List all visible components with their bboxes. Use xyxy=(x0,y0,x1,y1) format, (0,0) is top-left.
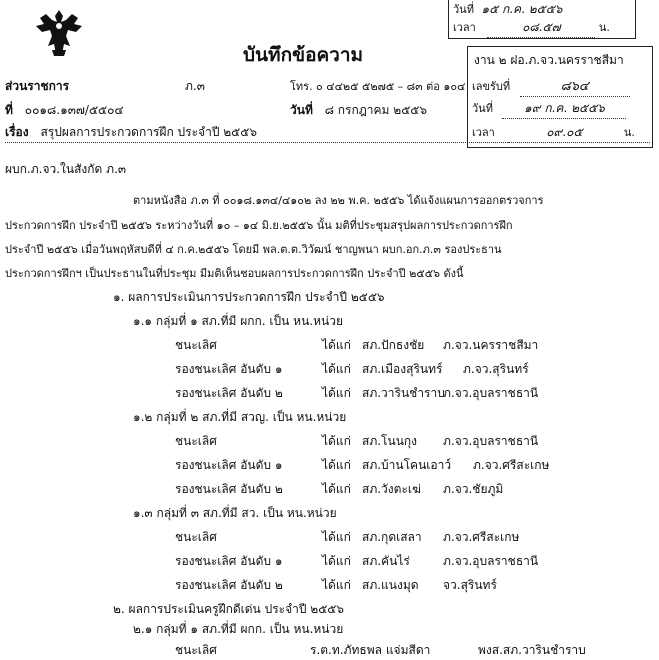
award-province: ภ.จว.ศรีสะเกษ xyxy=(443,530,520,544)
trainer-rank: ชนะเลิศ xyxy=(175,643,217,657)
award-rank: รองชนะเลิศ อันดับ ๒ xyxy=(175,578,283,592)
award-got: ได้แก่ xyxy=(322,482,351,496)
award-got: ได้แก่ xyxy=(322,554,351,568)
body-line-1: ตามหนังสือ ภ.๓ ที่ ๐๐๑๘.๑๓๔/๔๑๐๒ ลง ๒๒ พ.ค. ๒๕๕๖ ได้แจ้งแผนการออกตรวจการ xyxy=(133,194,544,207)
section-2-heading: ๒. ผลการประเมินครูฝึกดีเด่น ประจำปี ๒๕๕๖ xyxy=(113,602,344,616)
award-rank: รองชนะเลิศ อันดับ ๑ xyxy=(175,362,283,376)
stamp-time-unit: น. xyxy=(623,126,635,139)
subject-value: สรุปผลการประกวดการฝึก ประจำปี ๒๕๕๖ xyxy=(40,125,257,139)
date-label: วันที่ xyxy=(290,103,313,117)
body-line-2: ประกวดการฝึก ประจำปี ๒๕๕๖ ระหว่างวันที่ ๑๐ – ๑๔ มิ.ย.๒๕๕๖ นั้น มติที่ประชุมสรุปผลการประกวดการฝึก xyxy=(5,219,513,232)
award-row xyxy=(175,336,217,355)
agency-value: ภ.๓ xyxy=(185,79,205,93)
award-province: ภ.จว.อุบลราชธานี xyxy=(443,386,539,400)
award-station: สภ.โนนกุง xyxy=(362,434,418,448)
stamp-time-value: ๐๙.๐๕ xyxy=(508,123,620,143)
award-station: สภ.กุดเสลา xyxy=(362,530,422,544)
award-province: ภ.จว.อุบลราชธานี xyxy=(443,434,539,448)
stamp-date-value: ๑๙ ก.ค. ๒๕๕๖ xyxy=(502,99,626,119)
stamp-date-label: วันที่ xyxy=(472,102,493,115)
award-rank: รองชนะเลิศ อันดับ ๑ xyxy=(175,458,283,472)
award-station: สภ.แนงมุด xyxy=(362,578,419,592)
award-province: จว.สุรินทร์ xyxy=(443,578,497,592)
award-rank: ชนะเลิศ xyxy=(175,530,217,544)
doc-number-label: ที่ xyxy=(5,103,13,117)
award-province: ภ.จว.นครราชสีมา xyxy=(443,338,539,352)
agency-label: ส่วนราชการ xyxy=(5,79,70,93)
award-rank: รองชนะเลิศ อันดับ ๒ xyxy=(175,482,283,496)
body-line-4: ประกวดการฝึกฯ เป็นประธานในที่ประชุม มีมติเห็นชอบผลการประกวดการฝึก ประจำปี ๒๕๕๖ ดังนี้ xyxy=(5,267,464,280)
award-province: ภ.จว.อุบลราชธานี xyxy=(443,554,539,568)
award-station: สภ.บ้านโคนเอาว์ xyxy=(362,458,452,472)
award-province: ภ.จว.ศรีสะเกษ xyxy=(473,458,550,472)
award-rank: รองชนะเลิศ อันดับ ๒ xyxy=(175,386,283,400)
award-station: สภ.วังตะเฆ่ xyxy=(362,482,421,496)
stamp-time-value: ๐๘.๕๗ xyxy=(487,18,595,38)
receipt-stamp-top xyxy=(448,0,636,39)
award-rank: รองชนะเลิศ อันดับ ๑ xyxy=(175,554,283,568)
award-station: สภ.ปักธงชัย xyxy=(362,338,425,352)
section-2-1-heading: ๒.๑ กลุ่มที่ ๑ สภ.ที่มี ผกก. เป็น หน.หน่วย xyxy=(133,622,344,636)
award-got: ได้แก่ xyxy=(322,578,351,592)
award-station: สภ.คันไร่ xyxy=(362,554,410,568)
award-rank: ชนะเลิศ xyxy=(175,338,217,352)
group-3-heading: ๑.๓ กลุ่มที่ ๓ สภ.ที่มี สว. เป็น หน.หน่วย xyxy=(133,506,337,520)
award-got: ได้แก่ xyxy=(322,458,351,472)
award-got: ได้แก่ xyxy=(322,386,351,400)
section-1-heading: ๑. ผลการประเมินการประกวดการฝึก ประจำปี ๒๕๕๖ xyxy=(113,290,385,304)
doc-number-value: ๐๐๑๘.๑๓๗/๕๕๐๔ xyxy=(24,103,124,117)
page-title: บันทึกข้อความ xyxy=(243,44,364,66)
subject-label: เรื่อง xyxy=(5,125,29,139)
group-1-heading: ๑.๑ กลุ่มที่ ๑ สภ.ที่มี ผกก. เป็น หน.หน่วย xyxy=(133,314,343,328)
award-got: ได้แก่ xyxy=(322,362,351,376)
body-line-3: ประจำปี ๒๕๕๖ เมื่อวันพฤหัสบดีที่ ๔ ก.ค.๒๕๕๖ โดยมี พล.ต.ต.วิวัฒน์ ชาญพนา ผบก.อก.ภ.๓ รองประธาน xyxy=(5,243,502,256)
stamp-recv-label: เลขรับที่ xyxy=(472,80,511,93)
award-province: ภ.จว.สุรินทร์ xyxy=(463,362,529,376)
stamp-time-label: เวลา xyxy=(453,21,476,34)
header-divider xyxy=(5,142,650,143)
award-station: สภ.เมืองสุรินทร์ xyxy=(362,362,443,376)
trainer-name: ร.ต.ท.ภัทธพล แจ่มสีดา xyxy=(310,643,431,657)
stamp-recv-value: ๘๖๔ xyxy=(520,75,630,97)
stamp-date-label: วันที่ xyxy=(453,3,474,16)
group-2-heading: ๑.๒ กลุ่มที่ ๒ สภ.ที่มี สวญ. เป็น หน.หน่วย xyxy=(133,410,347,424)
award-got: ได้แก่ xyxy=(322,338,351,352)
award-got: ได้แก่ xyxy=(322,434,351,448)
trainer-station: พงส.สภ.วารินชำราบ xyxy=(478,643,586,657)
date-value: ๘ กรกฎาคม ๒๕๕๖ xyxy=(324,103,427,117)
stamp-date-value: ๑๕ ก.ค. ๒๕๕๖ xyxy=(481,2,563,16)
stamp-title: งาน ๒ ฝอ.ภ.จว.นครราชสีมา xyxy=(474,53,624,67)
award-got: ได้แก่ xyxy=(322,530,351,544)
addressee: ผบก.ภ.จว.ในสังกัด ภ.๓ xyxy=(5,162,127,176)
garuda-emblem-icon xyxy=(32,6,86,60)
stamp-time-unit: น. xyxy=(598,21,610,34)
award-rank: ชนะเลิศ xyxy=(175,434,217,448)
phone-number: โทร. ๐ ๔๔๒๕ ๕๒๗๕ – ๘๓ ต่อ ๑๐๔ xyxy=(290,80,466,93)
stamp-time-label: เวลา xyxy=(472,126,495,139)
receipt-stamp-right xyxy=(467,46,653,148)
award-province: ภ.จว.ชัยภูมิ xyxy=(443,482,504,496)
award-station: สภ.วารินชำราบ xyxy=(362,386,445,400)
